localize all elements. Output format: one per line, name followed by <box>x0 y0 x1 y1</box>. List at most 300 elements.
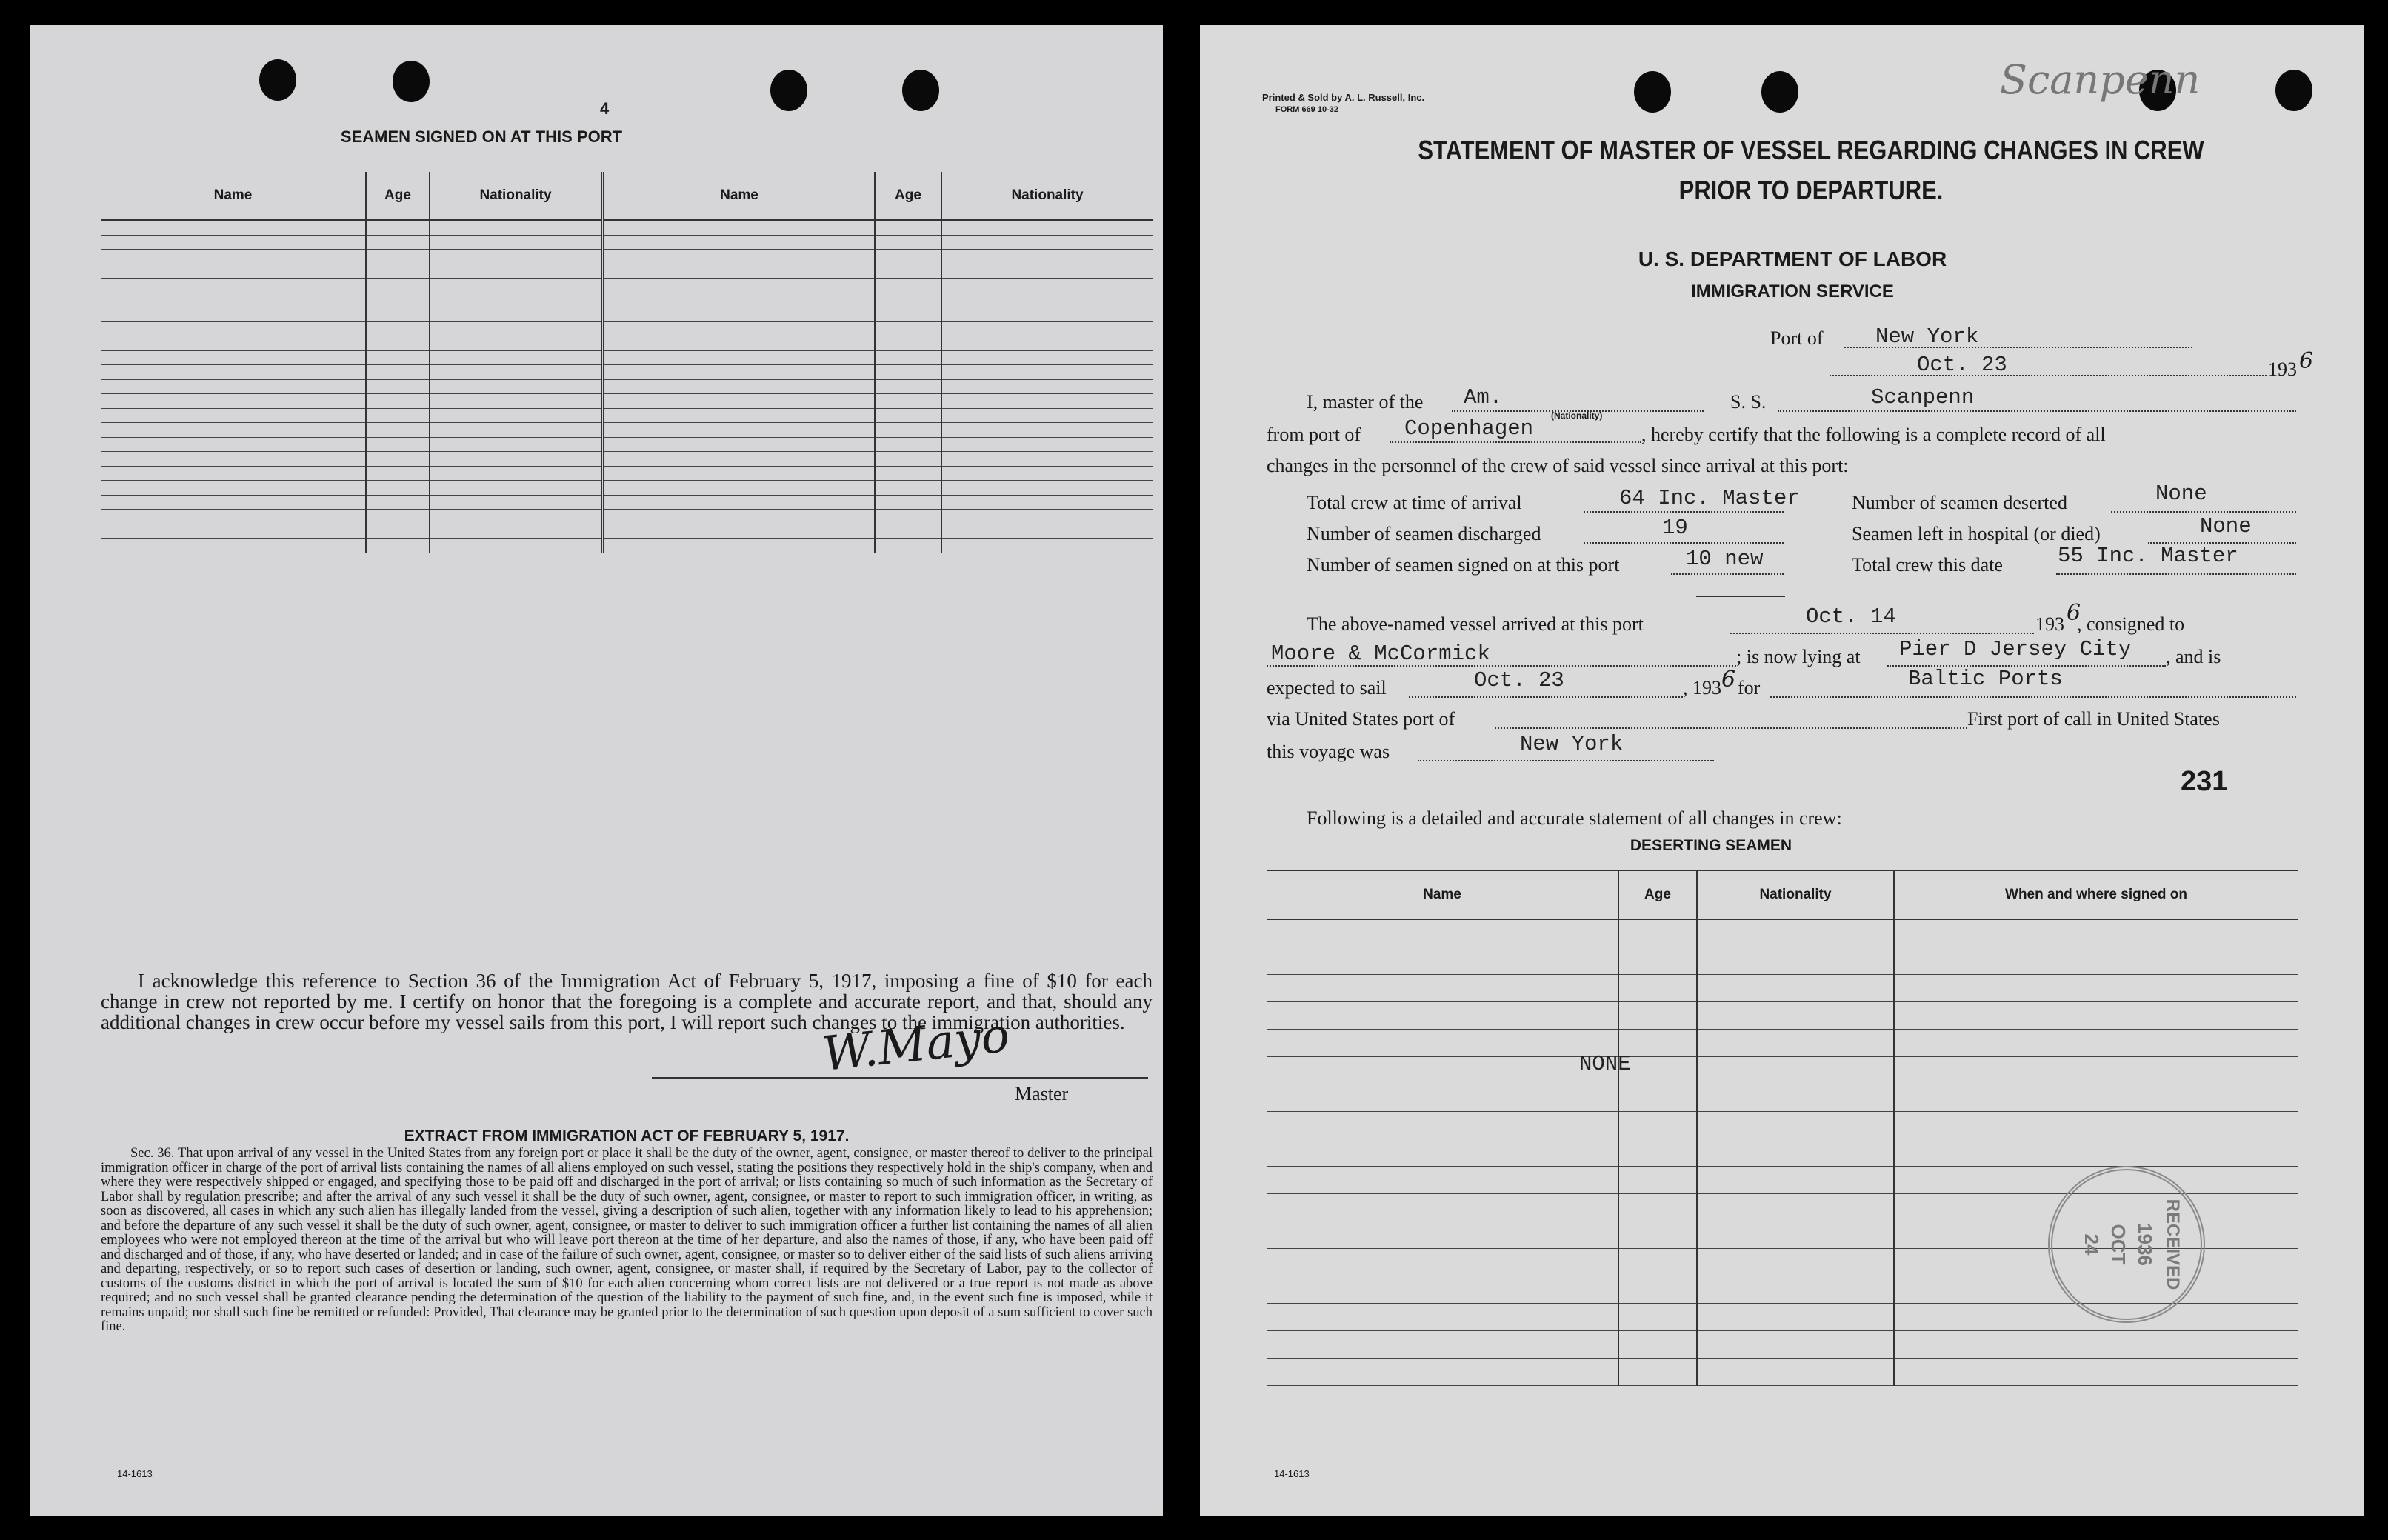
table-cell <box>1697 919 1894 947</box>
table-cell <box>941 379 1153 394</box>
table-cell <box>101 524 366 539</box>
discharged-label: Number of seamen discharged <box>1307 523 1541 544</box>
table-row <box>1267 947 2298 975</box>
master-signature: W.Mayo <box>819 1007 1013 1083</box>
table-cell <box>430 394 603 409</box>
form-title: STATEMENT OF MASTER OF VESSEL REGARDING CHANGES IN CREW <box>1418 135 2204 165</box>
table-cell <box>603 250 876 264</box>
table-cell <box>603 481 876 496</box>
table-cell <box>430 539 603 553</box>
table-cell <box>366 293 430 307</box>
table-cell <box>366 423 430 438</box>
table-cell <box>1697 975 1894 1002</box>
signed-on-underline <box>1696 596 1785 597</box>
table-cell <box>1267 1139 1618 1167</box>
table-row <box>101 437 1153 452</box>
table-cell <box>1618 919 1697 947</box>
total-crew-arrival-value: 64 Inc. Master <box>1619 486 1800 510</box>
port-of-label: Port of <box>1770 327 1824 349</box>
table-cell <box>1697 1194 1894 1221</box>
table-cell <box>101 321 366 336</box>
table-cell <box>366 307 430 322</box>
right-page <box>1200 25 2364 1516</box>
hospital-label: Seamen left in hospital (or died) <box>1852 523 2101 544</box>
table-row <box>101 452 1153 467</box>
table-cell <box>101 379 366 394</box>
table-cell <box>1267 975 1618 1002</box>
col-header-age: Age <box>875 172 941 220</box>
table-row <box>101 481 1153 496</box>
table-row <box>101 321 1153 336</box>
table-cell <box>430 423 603 438</box>
table-cell <box>430 350 603 365</box>
table-cell <box>1618 1304 1697 1331</box>
table-cell <box>1894 1002 2298 1030</box>
deserting-title: DESERTING SEAMEN <box>1630 837 1792 854</box>
table-cell <box>101 481 366 496</box>
lying-value: Pier D Jersey City <box>1899 637 2132 661</box>
table-cell <box>941 365 1153 380</box>
punch-hole <box>393 61 430 102</box>
date-value: Oct. 23 <box>1917 353 2007 377</box>
punch-hole <box>770 70 807 111</box>
table-row <box>101 466 1153 481</box>
table-cell <box>1267 1084 1618 1112</box>
table-row <box>101 539 1153 553</box>
table-cell <box>366 408 430 423</box>
table-cell <box>941 394 1153 409</box>
arrived-value: Oct. 14 <box>1806 604 1896 629</box>
deserted-label: Number of seamen deserted <box>1852 492 2067 513</box>
certify-text: , hereby certify that the following is a complete record of all <box>1641 424 2106 445</box>
table-cell <box>875 235 941 250</box>
left-page <box>30 25 1163 1516</box>
table-cell <box>875 350 941 365</box>
sail-year-prefix: , 193 <box>1683 677 1721 699</box>
table-cell <box>603 437 876 452</box>
table-cell <box>366 466 430 481</box>
table-cell <box>1894 1112 2298 1139</box>
table-cell <box>875 466 941 481</box>
table-cell <box>101 495 366 510</box>
table-cell <box>941 220 1153 235</box>
table-cell <box>603 495 876 510</box>
table-cell <box>941 524 1153 539</box>
punch-hole <box>2275 70 2312 111</box>
table-cell <box>1618 1221 1697 1249</box>
table-row <box>101 250 1153 264</box>
table-cell <box>1267 1276 1618 1304</box>
for-label: for <box>1738 677 1761 699</box>
table-cell <box>101 350 366 365</box>
table-cell <box>1894 1331 2298 1359</box>
table-cell <box>1697 1249 1894 1276</box>
punch-hole <box>1634 71 1671 113</box>
table-cell <box>366 452 430 467</box>
punch-hole <box>902 70 939 111</box>
table-cell <box>366 336 430 351</box>
arrived-blank <box>1730 633 2034 634</box>
table-cell <box>603 510 876 524</box>
table-cell <box>366 235 430 250</box>
table-row <box>101 379 1153 394</box>
table-cell <box>941 408 1153 423</box>
date-year-prefix: 193 <box>2268 359 2297 380</box>
table-cell <box>1618 1359 1697 1386</box>
table-cell <box>1697 1084 1894 1112</box>
master-of-label: I, master of the <box>1307 391 1424 413</box>
table-cell <box>1618 947 1697 975</box>
date-blank <box>1830 375 2267 376</box>
table-cell <box>603 220 876 235</box>
table-cell <box>941 293 1153 307</box>
table-cell <box>430 466 603 481</box>
consignee-value: Moore & McCormick <box>1271 641 1490 666</box>
table-row <box>101 510 1153 524</box>
table-cell <box>875 524 941 539</box>
arrived-year-prefix: 193 <box>2035 613 2064 635</box>
table-cell <box>941 279 1153 293</box>
table-cell <box>366 350 430 365</box>
table-cell <box>1697 1167 1894 1194</box>
col-header-when-where: When and where signed on <box>1894 870 2298 919</box>
table-row <box>101 279 1153 293</box>
table-cell <box>1618 1112 1697 1139</box>
table-row <box>1267 1084 2298 1112</box>
extract-text: Sec. 36. That upon arrival of any vessel in the United States from any foreign port or place it shall be the duty of the owner, agent, consignee, or master thereof to deliver to the principal immigration officer in charge of the port of arrival lists containing the names of all aliens employed on such vessel, stating the positions they respectively hold in the ship's company, when and where they were respectively shipped or engaged, and specifying those to be paid off and discharged in the port of arrival; or lists containing so much of such information as the Secretary of Labor shall by regulation prescribe; and after the arrival of any such vessel it shall be the duty of such owner, agent, consignee, or master to report to such immigration officer, in writing, as soon as discovered, all cases in which any such alien has illegally landed from the vessel, giving a description of such alien, together with any information likely to lead to his apprehension; and before the departure of any such vessel it shall be the duty of such owner, agent, consignee, or master to deliver to such immigration officer a further list containing the names of all alien employees who were not employed thereon at the time of the arrival but who will leave port thereon at the time of her departure, and also the names of those, if any, who have been paid off and discharged and of those, if any, who have deserted or landed; and in case of the failure of such owner, agent, consignee, or master so to deliver either of the said lists of such aliens arriving and departing, respectively, or so to report such cases of desertion or landing, such owner, agent, consignee, or master shall, if required by the Secretary of Labor, pay to the collector of customs of the customs district in which the port of arrival is located the sum of $10 for each alien concerning whom correct lists are not delivered or a true report is not made as above required; and no such vessel shall be granted clearance pending the determination of the question of the liability to the payment of such fine, and, in the event such fine is imposed, while it remains unpaid; nor shall such fine be remitted or refunded: Provided, That clearance may be granted prior to the determination of such question upon deposit of a sum sufficient to cover such fine. <box>101 1146 1153 1334</box>
total-crew-arrival-blank <box>1584 511 1784 513</box>
table-cell <box>1697 1221 1894 1249</box>
table-cell <box>603 466 876 481</box>
table-cell <box>875 250 941 264</box>
table-cell <box>1697 1276 1894 1304</box>
total-crew-date-value: 55 Inc. Master <box>2058 544 2238 568</box>
table-row <box>101 394 1153 409</box>
signed-on-label: Number of seamen signed on at this port <box>1307 554 1620 576</box>
table-cell <box>941 423 1153 438</box>
table-cell <box>430 437 603 452</box>
page-number: 4 <box>600 99 610 118</box>
stamp-day: 24 <box>2081 1233 2103 1256</box>
table-cell <box>603 394 876 409</box>
table-cell <box>366 524 430 539</box>
table-cell <box>1267 1112 1618 1139</box>
punch-hole <box>259 59 296 101</box>
signed-on-value: 10 new <box>1686 547 1764 571</box>
table-cell <box>1267 1167 1618 1194</box>
table-cell <box>1697 1304 1894 1331</box>
table-row <box>101 336 1153 351</box>
for-value: Baltic Ports <box>1908 667 2063 691</box>
arrived-label: The above-named vessel arrived at this port <box>1307 613 1644 635</box>
acknowledgement-text: I acknowledge this reference to Section 36 of the Immigration Act of February 5, 1917, imposing a fine of $10 for each change in crew not reported by me. I certify on honor that the foregoing is a complete and accurate report, and that, should any additional changes in crew occur before my vessel sails from this port, I will report such changes to the immigration authorities. <box>101 970 1153 1033</box>
date-year-suffix: 6 <box>2299 348 2314 374</box>
table-cell <box>875 220 941 235</box>
table-cell <box>1267 1359 1618 1386</box>
table-cell <box>1267 1304 1618 1331</box>
table-cell <box>875 539 941 553</box>
form-code: 14-1613 <box>117 1468 153 1479</box>
service-name: IMMIGRATION SERVICE <box>1691 281 1894 301</box>
table-cell <box>603 539 876 553</box>
table-cell <box>1697 947 1894 975</box>
table-cell <box>603 524 876 539</box>
table-cell <box>941 495 1153 510</box>
lying-label: ; is now lying at <box>1736 646 1861 667</box>
table-row <box>1267 1002 2298 1030</box>
table-cell <box>366 365 430 380</box>
table-cell <box>1267 1249 1618 1276</box>
table-cell <box>1697 1057 1894 1084</box>
table-cell <box>430 250 603 264</box>
table-cell <box>1267 1030 1618 1057</box>
port-of-value: New York <box>1875 324 1979 349</box>
printer-line: Printed & Sold by A. L. Russell, Inc. <box>1262 92 1425 103</box>
table-cell <box>1894 1359 2298 1386</box>
table-cell <box>941 452 1153 467</box>
table-cell <box>366 250 430 264</box>
table-cell <box>1894 975 2298 1002</box>
form-subtitle: PRIOR TO DEPARTURE. <box>1678 175 1944 205</box>
table-cell <box>430 307 603 322</box>
handwritten-ship-name: Scanpenn <box>2000 56 2201 103</box>
table-cell <box>1267 1002 1618 1030</box>
table-row <box>101 220 1153 235</box>
table-cell <box>875 452 941 467</box>
following-text: Following is a detailed and accurate statement of all changes in crew: <box>1307 807 1842 829</box>
consigned-label: , consigned to <box>2077 613 2185 635</box>
stamp-year: 1936 <box>2134 1223 2156 1266</box>
table-cell <box>1618 1331 1697 1359</box>
table-cell <box>101 437 366 452</box>
table-cell <box>1267 1221 1618 1249</box>
table-cell <box>875 379 941 394</box>
table-cell <box>430 452 603 467</box>
extract-title: EXTRACT FROM IMMIGRATION ACT OF FEBRUARY 5, 1917. <box>404 1127 850 1144</box>
table-cell <box>366 394 430 409</box>
table-cell <box>1697 1112 1894 1139</box>
table-cell <box>941 336 1153 351</box>
number-stamp: 231 <box>2181 766 2228 797</box>
table-cell <box>1697 1331 1894 1359</box>
via-label: via United States port of <box>1267 708 1455 730</box>
table-cell <box>603 423 876 438</box>
voyage-blank <box>1418 760 1714 761</box>
table-cell <box>1894 1030 2298 1057</box>
table-row <box>101 264 1153 279</box>
table-cell <box>366 539 430 553</box>
table-cell <box>430 264 603 279</box>
table-cell <box>1267 919 1618 947</box>
table-cell <box>875 264 941 279</box>
table-row <box>1267 975 2298 1002</box>
table-cell <box>430 379 603 394</box>
table-cell <box>1697 1002 1894 1030</box>
col-header-nationality: Nationality <box>941 172 1153 220</box>
from-port-label: from port of <box>1267 424 1361 445</box>
arrived-year-suffix: 6 <box>2067 600 2081 626</box>
none-entry: NONE <box>1579 1052 1631 1076</box>
deserted-blank <box>2111 511 2296 513</box>
table-body <box>101 220 1153 553</box>
signature-line <box>652 1077 1148 1079</box>
table-cell <box>430 495 603 510</box>
deserted-value: None <box>2155 481 2207 506</box>
table-cell <box>875 321 941 336</box>
sail-date-value: Oct. 23 <box>1474 668 1564 693</box>
table-cell <box>1894 919 2298 947</box>
table-cell <box>101 264 366 279</box>
table-row <box>1267 1112 2298 1139</box>
table-cell <box>1267 1194 1618 1221</box>
table-row <box>101 293 1153 307</box>
voyage-value: New York <box>1520 732 1624 756</box>
table-cell <box>101 539 366 553</box>
table-cell <box>941 539 1153 553</box>
table-cell <box>366 321 430 336</box>
table-cell <box>603 307 876 322</box>
table-row <box>101 423 1153 438</box>
table-cell <box>603 350 876 365</box>
table-cell <box>1618 1194 1697 1221</box>
table-cell <box>1618 1249 1697 1276</box>
table-cell <box>101 250 366 264</box>
total-crew-arrival-label: Total crew at time of arrival <box>1307 492 1522 513</box>
discharged-blank <box>1584 542 1784 544</box>
table-row <box>101 235 1153 250</box>
table-row <box>1267 1359 2298 1386</box>
table-cell <box>1697 1139 1894 1167</box>
table-cell <box>101 466 366 481</box>
col-header-age: Age <box>1618 870 1697 919</box>
table-cell <box>430 235 603 250</box>
table-cell <box>1618 1084 1697 1112</box>
table-cell <box>875 481 941 496</box>
seamen-signed-table <box>101 172 1153 553</box>
table-cell <box>603 293 876 307</box>
table-cell <box>941 350 1153 365</box>
table-cell <box>430 510 603 524</box>
form-number: FORM 669 10-32 <box>1275 105 1338 114</box>
table-cell <box>875 408 941 423</box>
nationality-value: Am. <box>1464 385 1503 410</box>
table-cell <box>1894 1139 2298 1167</box>
table-cell <box>430 336 603 351</box>
table-cell <box>101 423 366 438</box>
table-cell <box>1267 1057 1618 1084</box>
col-header-nationality: Nationality <box>430 172 603 220</box>
and-is-label: , and is <box>2166 646 2221 667</box>
table-cell <box>875 307 941 322</box>
table-cell <box>875 394 941 409</box>
via-blank <box>1495 727 1967 729</box>
table-cell <box>1618 1167 1697 1194</box>
section-title: SEAMEN SIGNED ON AT THIS PORT <box>340 127 623 146</box>
table-row <box>101 307 1153 322</box>
signed-on-blank <box>1671 573 1784 575</box>
table-cell <box>875 293 941 307</box>
table-cell <box>875 279 941 293</box>
table-cell <box>1618 1276 1697 1304</box>
table-cell <box>603 408 876 423</box>
discharged-value: 19 <box>1662 516 1688 540</box>
table-cell <box>1618 1139 1697 1167</box>
table-cell <box>875 510 941 524</box>
ship-name-value: Scanpenn <box>1871 385 1975 410</box>
table-cell <box>875 495 941 510</box>
table-cell <box>875 336 941 351</box>
from-port-blank <box>1390 441 1641 443</box>
table-cell <box>941 321 1153 336</box>
hospital-value: None <box>2200 514 2252 539</box>
table-row <box>1267 919 2298 947</box>
changes-text: changes in the personnel of the crew of said vessel since arrival at this port: <box>1267 455 1849 476</box>
for-blank <box>1770 696 2296 698</box>
table-cell <box>366 220 430 235</box>
table-cell <box>941 264 1153 279</box>
table-cell <box>366 264 430 279</box>
voyage-label: this voyage was <box>1267 741 1390 762</box>
table-cell <box>1697 1030 1894 1057</box>
table-row <box>1267 1139 2298 1167</box>
table-cell <box>430 481 603 496</box>
expected-label: expected to sail <box>1267 677 1387 699</box>
total-crew-date-blank <box>2056 573 2296 575</box>
table-cell <box>366 379 430 394</box>
table-cell <box>101 510 366 524</box>
department-name: U. S. DEPARTMENT OF LABOR <box>1638 247 1947 270</box>
table-cell <box>875 423 941 438</box>
table-cell <box>603 452 876 467</box>
table-cell <box>603 321 876 336</box>
table-cell <box>875 365 941 380</box>
table-row <box>101 350 1153 365</box>
received-stamp <box>2048 1166 2205 1323</box>
table-row <box>101 495 1153 510</box>
table-cell <box>366 495 430 510</box>
table-cell <box>941 481 1153 496</box>
table-row <box>101 524 1153 539</box>
table-cell <box>1267 1331 1618 1359</box>
table-cell <box>101 336 366 351</box>
stamp-month: OCT <box>2107 1224 2129 1265</box>
table-cell <box>1697 1359 1894 1386</box>
sail-date-blank <box>1409 696 1683 698</box>
form-code: 14-1613 <box>1274 1468 1310 1479</box>
table-cell <box>603 336 876 351</box>
table-cell <box>430 365 603 380</box>
table-row <box>1267 1331 2298 1359</box>
master-label: Master <box>1015 1083 1069 1104</box>
table-cell <box>1894 1057 2298 1084</box>
table-cell <box>603 379 876 394</box>
col-header-nationality: Nationality <box>1697 870 1894 919</box>
table-cell <box>1894 1084 2298 1112</box>
table-cell <box>366 481 430 496</box>
table-cell <box>941 250 1153 264</box>
col-header-name: Name <box>101 172 366 220</box>
ship-name-blank <box>1778 410 2296 412</box>
table-cell <box>603 264 876 279</box>
table-cell <box>101 279 366 293</box>
ss-label: S. S. <box>1730 391 1767 413</box>
table-row <box>1267 1030 2298 1057</box>
table-cell <box>430 408 603 423</box>
table-cell <box>101 365 366 380</box>
table-cell <box>603 365 876 380</box>
table-row <box>1267 1057 2298 1084</box>
table-cell <box>430 279 603 293</box>
